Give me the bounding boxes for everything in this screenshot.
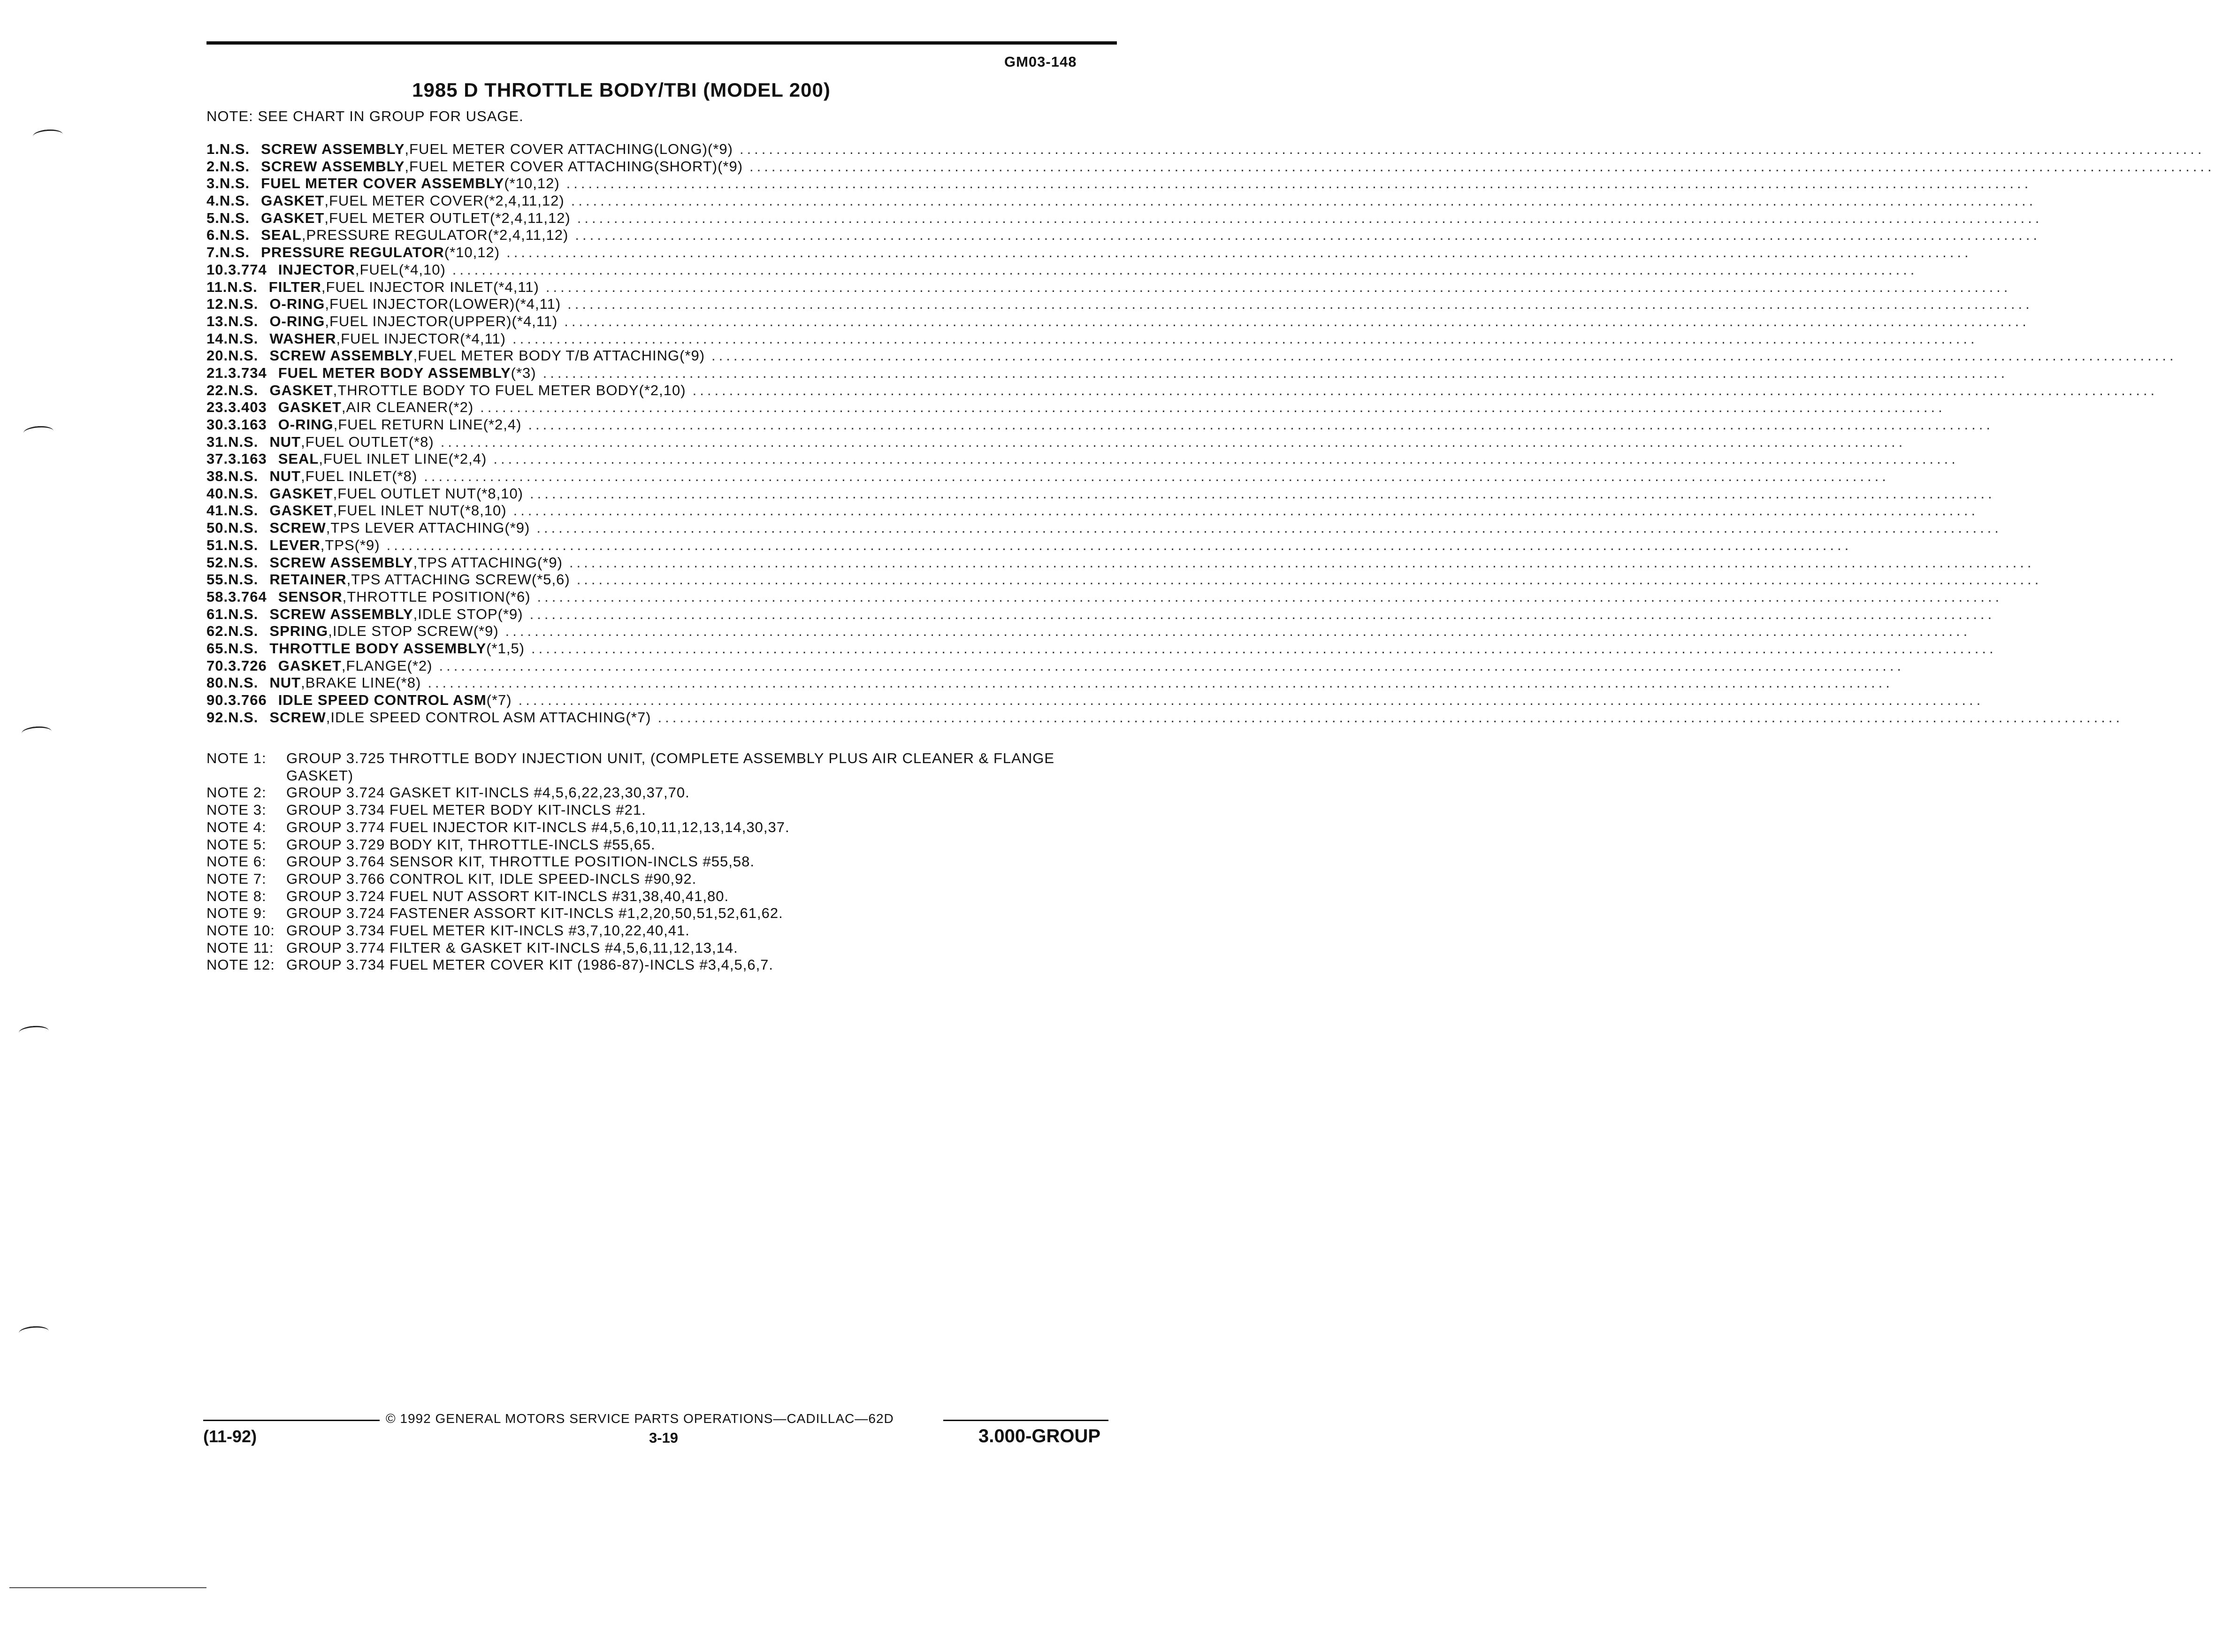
- part-row: [206, 175, 2032, 192]
- part-number: 3.: [206, 175, 220, 192]
- page-title: 1985 D THROTTLE BODY/TBI (MODEL 200): [412, 79, 831, 101]
- part-row: [206, 536, 1852, 554]
- part-row: [206, 657, 1905, 675]
- part-group: 3.774: [228, 261, 267, 278]
- part-row: [206, 571, 2042, 589]
- part-row: [206, 347, 2177, 365]
- part-row: [206, 502, 1979, 520]
- part-row: [206, 433, 1906, 451]
- note-text: GROUP 3.774 FUEL INJECTOR KIT-INCLS #4,5,6,10,11,12,13,14,30,37.: [286, 818, 790, 835]
- part-name: SEAL: [278, 451, 319, 467]
- part-name: NUT: [269, 433, 301, 450]
- part-description: ,IDLE SPEED CONTROL ASM ATTACHING(*7): [326, 709, 651, 726]
- note-label: NOTE 6:: [206, 853, 267, 870]
- part-number: 1.: [206, 141, 220, 157]
- group-code: 3.000-GROUP: [978, 1426, 1101, 1446]
- leader-dots: ........................................................................................................................................................................................................: [577, 209, 2043, 226]
- part-name: SCREW ASSEMBLY: [269, 554, 413, 571]
- part-group: N.S.: [219, 227, 250, 244]
- part-row: [206, 451, 1959, 468]
- part-number: 7.: [206, 244, 220, 261]
- part-group: N.S.: [228, 485, 259, 502]
- note-text: GROUP 3.729 BODY KIT, THROTTLE-INCLS #55,65.: [286, 836, 656, 853]
- part-number: 62.: [206, 623, 229, 640]
- part-description: ,BRAKE LINE(*8): [301, 674, 421, 691]
- part-description: ,FUEL OUTLET(*8): [301, 433, 434, 450]
- part-description: ,FUEL INJECTOR(LOWER)(*4,11): [325, 296, 561, 313]
- part-group: N.S.: [228, 313, 259, 329]
- part-description: ,FUEL INJECTOR(UPPER)(*4,11): [325, 313, 558, 329]
- part-name: FUEL METER BODY ASSEMBLY: [278, 364, 511, 381]
- part-name: THROTTLE BODY ASSEMBLY: [269, 640, 487, 657]
- part-name: GASKET: [269, 485, 333, 502]
- leader-dots: ........................................................................................................................................................................................................: [566, 175, 2032, 192]
- part-group: 3.163: [228, 451, 267, 467]
- part-row: [206, 278, 2011, 296]
- part-name: NUT: [269, 468, 301, 485]
- part-description: ,FUEL INJECTOR(*4,11): [336, 330, 506, 347]
- part-row: [206, 227, 2040, 244]
- note-item: [206, 871, 1098, 888]
- note-item: [206, 956, 1098, 974]
- part-name: RETAINER: [269, 571, 347, 588]
- part-row: [206, 330, 1978, 348]
- note-text: GROUP 3.734 FUEL METER BODY KIT-INCLS #21.: [286, 802, 646, 818]
- part-group: N.S.: [228, 502, 259, 519]
- part-number: 10.: [206, 261, 229, 278]
- part-group: N.S.: [228, 520, 259, 536]
- usage-note: NOTE: SEE CHART IN GROUP FOR USAGE.: [206, 108, 524, 124]
- note-item: [206, 940, 1098, 957]
- leader-dots: ........................................................................................................................................................................................................: [506, 244, 1972, 261]
- part-name: SCREW ASSEMBLY: [261, 158, 405, 175]
- part-name: NUT: [269, 674, 301, 691]
- part-description: ,TPS ATTACHING SCREW(*5,6): [346, 571, 570, 588]
- part-number: 31.: [206, 433, 229, 450]
- part-row: [206, 623, 1971, 640]
- part-row: [206, 692, 1984, 709]
- part-row: [206, 261, 1918, 279]
- part-group: N.S.: [228, 554, 259, 571]
- leader-dots: ........................................................................................................................................................................................................: [386, 536, 1852, 553]
- part-number: 40.: [206, 485, 229, 502]
- part-name: SCREW ASSEMBLY: [269, 605, 413, 622]
- part-description: ,AIR CLEANER(*2): [341, 399, 474, 416]
- note-item: [206, 819, 1098, 836]
- part-number: 58.: [206, 588, 229, 605]
- note-label: NOTE 10:: [206, 922, 275, 939]
- leader-dots: ........................................................................................................................................................................................................: [545, 278, 2011, 295]
- leader-dots: ........................................................................................................................................................................................................: [530, 485, 1995, 502]
- margin-mark: [32, 129, 63, 142]
- part-group: N.S.: [228, 709, 259, 726]
- part-description: ,FLANGE(*2): [341, 657, 433, 674]
- part-group: N.S.: [219, 175, 250, 192]
- part-name: GASKET: [261, 192, 325, 209]
- part-number: 11.: [206, 278, 228, 295]
- part-number: 90.: [206, 692, 229, 708]
- note-label: NOTE 3:: [206, 802, 267, 818]
- margin-mark: [23, 425, 54, 439]
- note-text: GROUP 3.766 CONTROL KIT, IDLE SPEED-INCLS #90,92.: [286, 870, 697, 887]
- revision-date: (11-92): [203, 1427, 257, 1446]
- footer-rule-left: [203, 1420, 380, 1421]
- note-text: GROUP 3.764 SENSOR KIT, THROTTLE POSITION-INCLS #55,58.: [286, 853, 755, 870]
- part-row: [206, 674, 1893, 692]
- leader-dots: ........................................................................................................................................................................................................: [692, 382, 2158, 398]
- part-group: N.S.: [228, 571, 259, 588]
- note-item: [206, 853, 1098, 871]
- part-row: [206, 209, 2043, 227]
- part-name: PRESSURE REGULATOR: [261, 244, 444, 261]
- part-row: [206, 141, 2205, 158]
- part-row: [206, 192, 2037, 210]
- part-name: GASKET: [269, 502, 333, 519]
- leader-dots: ........................................................................................................................................................................................................: [569, 554, 2035, 571]
- leader-dots: ........................................................................................................................................................................................................: [512, 330, 1978, 347]
- part-description: ,IDLE STOP(*9): [413, 605, 523, 622]
- part-group: N.S.: [228, 468, 259, 485]
- part-number: 50.: [206, 520, 229, 536]
- copyright-line: © 1992 GENERAL MOTORS SERVICE PARTS OPERATIONS—CADILLAC—62D: [386, 1411, 894, 1426]
- part-description: ,FUEL INLET NUT(*8,10): [333, 502, 507, 519]
- part-group: N.S.: [228, 536, 259, 553]
- part-name: SCREW ASSEMBLY: [261, 141, 405, 157]
- part-row: [206, 485, 1995, 503]
- part-name: SENSOR: [278, 588, 343, 605]
- part-number: 12.: [206, 296, 229, 313]
- part-description: (*1,5): [486, 640, 525, 657]
- part-row: [206, 158, 2215, 176]
- part-row: [206, 640, 1997, 658]
- note-text: GROUP 3.724 GASKET KIT-INCLS #4,5,6,22,23,30,37,70.: [286, 784, 690, 801]
- part-name: FILTER: [268, 278, 321, 295]
- leader-dots: ........................................................................................................................................................................................................: [528, 416, 1994, 433]
- note-text: GROUP 3.724 FASTENER ASSORT KIT-INCLS #1,2,20,50,51,52,61,62.: [286, 905, 783, 922]
- note-item: [206, 905, 1098, 922]
- document-id: GM03-148: [1004, 54, 1077, 70]
- part-row: [206, 382, 2158, 399]
- part-number: 51.: [206, 536, 229, 553]
- part-number: 20.: [206, 347, 229, 364]
- part-row: [206, 520, 2002, 537]
- part-description: ,FUEL RETURN LINE(*2,4): [333, 416, 522, 433]
- note-item: [206, 836, 1098, 854]
- leader-dots: ........................................................................................................................................................................................................: [564, 313, 2030, 329]
- leader-dots: ........................................................................................................................................................................................................: [493, 451, 1959, 467]
- leader-dots: ........................................................................................................................................................................................................: [537, 588, 2003, 605]
- part-description: ,TPS ATTACHING(*9): [413, 554, 563, 571]
- leader-dots: ........................................................................................................................................................................................................: [542, 364, 2009, 381]
- note-text: GROUP 3.734 FUEL METER KIT-INCLS #3,7,10,22,40,41.: [286, 922, 690, 939]
- part-group: 3.726: [228, 657, 267, 674]
- top-rule: [206, 41, 1117, 45]
- note-label: NOTE 1:: [206, 750, 267, 766]
- part-row: [206, 244, 1972, 261]
- margin-mark: [18, 1325, 49, 1339]
- note-label: NOTE 8:: [206, 887, 267, 904]
- part-description: ,FUEL METER OUTLET(*2,4,11,12): [324, 209, 571, 226]
- part-group: N.S.: [228, 623, 259, 640]
- margin-mark: [18, 1025, 49, 1039]
- note-label: NOTE 7:: [206, 870, 267, 887]
- part-number: 4.: [206, 192, 220, 209]
- part-row: [206, 709, 2123, 727]
- note-item: [206, 888, 1098, 905]
- part-description: ,FUEL(*4,10): [355, 261, 446, 278]
- note-label: NOTE 5:: [206, 836, 267, 853]
- page-number: 3-19: [649, 1430, 679, 1446]
- footer-rule-right: [943, 1420, 1108, 1421]
- note-text: GROUP 3.774 FILTER & GASKET KIT-INCLS #4,5,6,11,12,13,14.: [286, 939, 738, 956]
- note-item: [206, 802, 1098, 819]
- part-name: O-RING: [269, 313, 325, 329]
- note-item: [206, 922, 1098, 940]
- part-description: (*3): [511, 364, 536, 381]
- leader-dots: ........................................................................................................................................................................................................: [536, 520, 2002, 536]
- note-label: NOTE 4:: [206, 818, 267, 835]
- part-name: SCREW: [269, 709, 326, 726]
- part-name: SCREW ASSEMBLY: [269, 347, 413, 364]
- notes-list: [206, 750, 1098, 974]
- part-group: N.S.: [219, 209, 250, 226]
- part-number: 2.: [206, 158, 220, 175]
- leader-dots: ........................................................................................................................................................................................................: [749, 158, 2215, 175]
- part-description: ,THROTTLE POSITION(*6): [342, 588, 531, 605]
- part-description: ,TPS(*9): [320, 536, 380, 553]
- part-name: IDLE SPEED CONTROL ASM: [278, 692, 487, 708]
- part-name: SCREW: [269, 520, 326, 536]
- part-name: SPRING: [269, 623, 328, 640]
- part-group: N.S.: [228, 605, 259, 622]
- leader-dots: ........................................................................................................................................................................................................: [657, 709, 2123, 726]
- part-number: 14.: [206, 330, 229, 347]
- margin-mark: [21, 726, 52, 739]
- part-group: N.S.: [219, 141, 250, 157]
- part-group: N.S.: [219, 192, 250, 209]
- part-description: ,FUEL INLET LINE(*2,4): [319, 451, 487, 467]
- part-row: [206, 605, 1995, 623]
- part-description: ,FUEL METER COVER ATTACHING(SHORT)(*9): [405, 158, 743, 175]
- part-description: ,FUEL METER COVER(*2,4,11,12): [324, 192, 565, 209]
- note-text: GROUP 3.724 FUEL NUT ASSORT KIT-INCLS #31,38,40,41,80.: [286, 887, 729, 904]
- part-number: 61.: [206, 605, 229, 622]
- part-number: 5.: [206, 209, 220, 226]
- part-row: [206, 588, 2003, 606]
- part-row: [206, 399, 1946, 416]
- leader-dots: ........................................................................................................................................................................................................: [739, 141, 2205, 157]
- leader-dots: ........................................................................................................................................................................................................: [711, 347, 2177, 364]
- leader-dots: ........................................................................................................................................................................................................: [424, 468, 1889, 485]
- note-text: GROUP 3.725 THROTTLE BODY INJECTION UNIT, (COMPLETE ASSEMBLY PLUS AIR CLEANER & FLANGE GASKET): [286, 750, 1054, 784]
- leader-dots: ........................................................................................................................................................................................................: [513, 502, 1979, 519]
- part-row: [206, 296, 2033, 313]
- part-group: 3.734: [228, 364, 267, 381]
- leader-dots: ........................................................................................................................................................................................................: [571, 192, 2037, 209]
- part-number: 52.: [206, 554, 229, 571]
- part-number: 65.: [206, 640, 229, 657]
- note-item: [206, 750, 1098, 784]
- part-name: O-RING: [278, 416, 334, 433]
- part-row: [206, 554, 2035, 572]
- part-group: 3.764: [228, 588, 267, 605]
- leader-dots: ........................................................................................................................................................................................................: [428, 674, 1893, 691]
- part-name: LEVER: [269, 536, 321, 553]
- part-group: N.S.: [228, 640, 259, 657]
- part-row: [206, 364, 2009, 382]
- part-group: N.S.: [228, 347, 259, 364]
- part-group: N.S.: [227, 278, 258, 295]
- part-number: 21.: [206, 364, 229, 381]
- leader-dots: ........................................................................................................................................................................................................: [480, 399, 1946, 416]
- part-name: SEAL: [261, 227, 302, 244]
- part-row: [206, 468, 1889, 485]
- leader-dots: ........................................................................................................................................................................................................: [440, 433, 1906, 450]
- part-description: (*10,12): [504, 175, 560, 192]
- part-name: FUEL METER COVER ASSEMBLY: [261, 175, 504, 192]
- part-name: O-RING: [269, 296, 325, 313]
- part-number: 23.: [206, 399, 229, 416]
- part-description: ,TPS LEVER ATTACHING(*9): [326, 520, 530, 536]
- part-description: ,THROTTLE BODY TO FUEL METER BODY(*2,10): [333, 382, 686, 398]
- leader-dots: ........................................................................................................................................................................................................: [567, 296, 2033, 313]
- note-label: NOTE 9:: [206, 905, 267, 922]
- scan-edge-line: [9, 1587, 206, 1588]
- part-name: GASKET: [261, 209, 325, 226]
- leader-dots: ........................................................................................................................................................................................................: [531, 640, 1997, 657]
- part-description: ,PRESSURE REGULATOR(*2,4,11,12): [301, 227, 569, 244]
- part-number: 6.: [206, 227, 220, 244]
- part-name: GASKET: [269, 382, 333, 398]
- part-group: N.S.: [228, 674, 259, 691]
- part-number: 92.: [206, 709, 229, 726]
- note-item: [206, 784, 1098, 802]
- part-number: 55.: [206, 571, 229, 588]
- part-number: 41.: [206, 502, 229, 519]
- part-description: ,IDLE STOP SCREW(*9): [328, 623, 499, 640]
- leader-dots: ........................................................................................................................................................................................................: [576, 571, 2042, 588]
- part-group: N.S.: [228, 296, 259, 313]
- leader-dots: ........................................................................................................................................................................................................: [505, 623, 1971, 640]
- part-group: N.S.: [228, 330, 259, 347]
- parts-list: [206, 141, 2215, 726]
- leader-dots: ........................................................................................................................................................................................................: [518, 692, 1984, 708]
- part-description: ,FUEL METER COVER ATTACHING(LONG)(*9): [405, 141, 733, 157]
- part-number: 38.: [206, 468, 229, 485]
- part-description: (*7): [486, 692, 512, 708]
- part-group: N.S.: [228, 382, 259, 398]
- part-number: 80.: [206, 674, 229, 691]
- leader-dots: ........................................................................................................................................................................................................: [452, 261, 1918, 278]
- part-name: INJECTOR: [278, 261, 355, 278]
- leader-dots: ........................................................................................................................................................................................................: [439, 657, 1905, 674]
- part-number: 13.: [206, 313, 229, 329]
- part-group: 3.163: [228, 416, 267, 433]
- part-group: N.S.: [219, 158, 250, 175]
- part-group: 3.403: [228, 399, 267, 416]
- part-group: 3.766: [228, 692, 267, 708]
- part-row: [206, 416, 1994, 434]
- part-name: GASKET: [278, 399, 342, 416]
- part-name: GASKET: [278, 657, 342, 674]
- part-description: ,FUEL METER BODY T/B ATTACHING(*9): [413, 347, 705, 364]
- part-description: ,FUEL INJECTOR INLET(*4,11): [321, 278, 539, 295]
- part-description: ,FUEL INLET(*8): [301, 468, 418, 485]
- part-number: 30.: [206, 416, 229, 433]
- leader-dots: ........................................................................................................................................................................................................: [575, 227, 2040, 244]
- part-number: 37.: [206, 451, 229, 467]
- part-number: 22.: [206, 382, 229, 398]
- part-description: (*10,12): [444, 244, 500, 261]
- part-group: N.S.: [219, 244, 250, 261]
- part-row: [206, 313, 2030, 330]
- part-description: ,FUEL OUTLET NUT(*8,10): [333, 485, 524, 502]
- note-label: NOTE 12:: [206, 956, 275, 973]
- part-number: 70.: [206, 657, 229, 674]
- note-text: GROUP 3.734 FUEL METER COVER KIT (1986-87)-INCLS #3,4,5,6,7.: [286, 956, 774, 973]
- part-name: WASHER: [269, 330, 336, 347]
- leader-dots: ........................................................................................................................................................................................................: [529, 605, 1995, 622]
- note-label: NOTE 11:: [206, 939, 274, 956]
- note-label: NOTE 2:: [206, 784, 267, 801]
- part-group: N.S.: [228, 433, 259, 450]
